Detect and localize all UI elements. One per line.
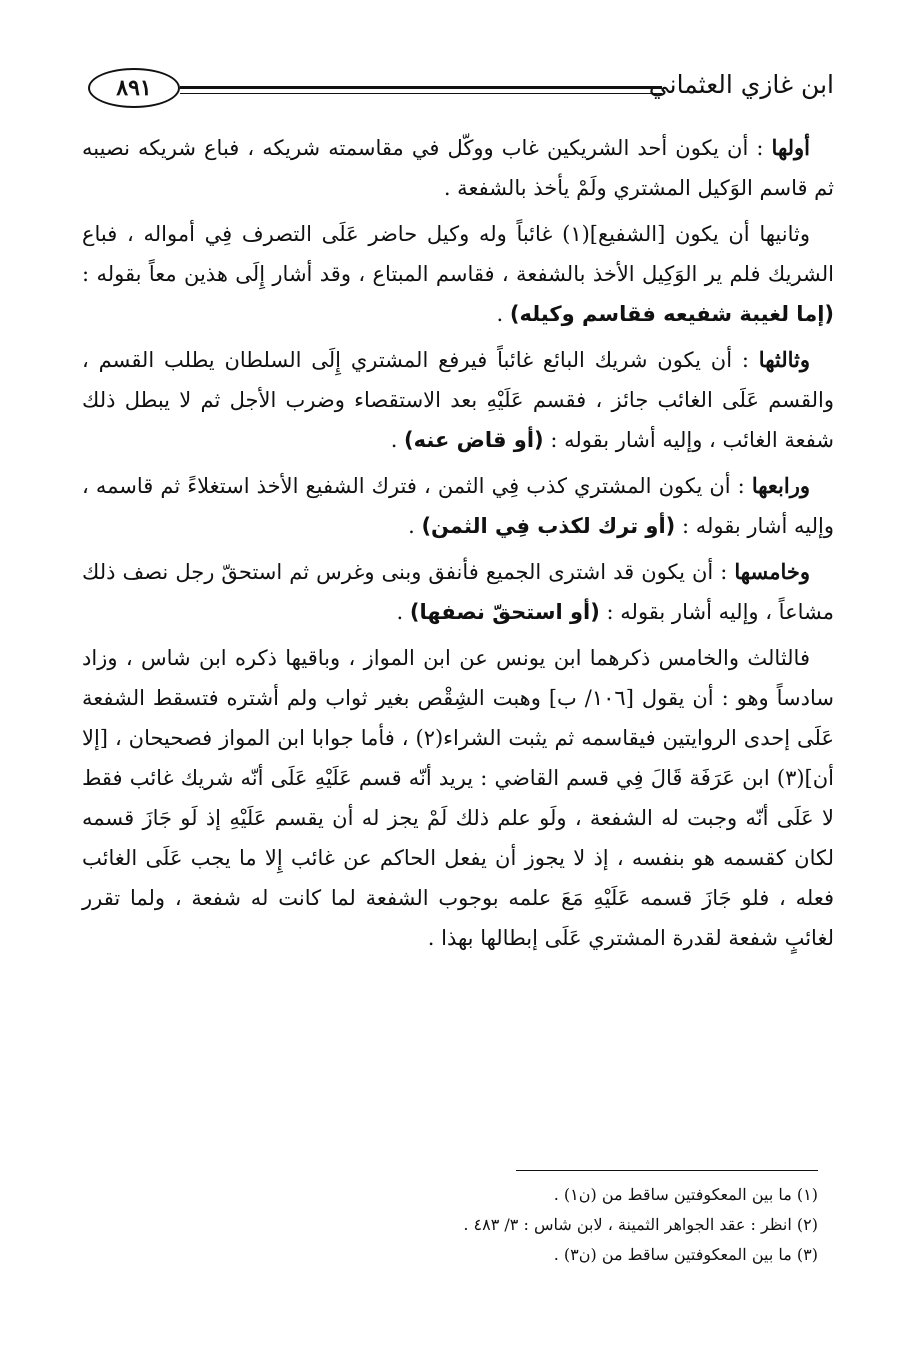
paragraph-lead: أولها [771, 135, 810, 160]
footnotes [258, 1180, 818, 1270]
paragraph-text: : أن يكون المشتري كذب فِي الثمن ، فترك الشفيع الأخذ استغلاءً ثم قاسمه ، وإليه أشار بقوله : [82, 474, 834, 538]
header-rule [180, 86, 662, 89]
paragraph-2 [82, 214, 834, 334]
paragraph-4 [82, 466, 834, 546]
paragraph-text: فالثالث والخامس ذكرهما ابن يونس عن ابن المواز ، وباقيها ذكره ابن شاس ، وزاد سادساً وهو : أن يقول [١٠٦/ ب] وهبت الشِقْص بغير ثواب ولم أشتره فتسقط الشفعة عَلَى إحدى الروايتين فيقاسمه ثم يثبت الشراء(٢) ، فأما جوابا ابن المواز فصحيحان ، [إلا أن](٣) ابن عَرَفَة قَالَ فِي قسم القاضي : يريد أنّه قسم عَلَيْهِ عَلَى أنّه شريك غائب فقط لا عَلَى أنّه وجبت له الشفعة ، ولَو علم ذلك لَمْ يجز له أن يقسم عَلَيْهِ إذ لَو جَازَ قسمه لكان كقسمه هو بنفسه ، إذ لا يجوز أن يفعل الحاكم عن غائب إِلا ما يجب عَلَى الغائب فعله ، فلو جَازَ قسمه عَلَيْهِ مَعَ علمه بوجوب الشفعة لما كانت له شفعة ، ولما تقرر لغائبٍ شفعة لقدرة المشتري عَلَى إبطالها بهذا . [82, 646, 835, 950]
paragraph-3 [82, 340, 834, 460]
footnote-3: (٣) ما بين المعكوفتين ساقط من (ن٣) . [553, 1245, 818, 1264]
page-header [88, 60, 834, 120]
footnote-1: (١) ما بين المعكوفتين ساقط من (ن١) . [553, 1185, 818, 1204]
footnote-2: (٢) انظر : عقد الجواهر الثمينة ، لابن شاس : ٣/ ٤٨٣ . [463, 1215, 818, 1234]
verse-quote: (أو قاض عنه) [404, 428, 544, 452]
paragraph-6 [82, 638, 834, 958]
paragraph-tail: . [396, 600, 410, 624]
verse-quote: (إما لغيبة شفيعه فقاسم وكيله) [509, 302, 834, 326]
paragraph-lead: وثالثها [758, 347, 810, 372]
paragraph-text: وثانيها أن يكون [الشفيع](١) غائباً وله وكيل حاضر عَلَى التصرف فِي أمواله ، فباع الشريك فلم ير الوَكِيل الأخذ بالشفعة ، فقاسم المبتاع ، وقد أشار إِلَى هذين معاً بقوله : [82, 222, 834, 286]
paragraph-lead: وخامسها [734, 559, 810, 584]
paragraph-text: : أن يكون أحد الشريكين غاب ووكّل في مقاسمته شريكه ، فباع شريكه نصيبه ثم قاسم الوَكيل المشتري ولَمْ يأخذ بالشفعة . [82, 136, 834, 200]
paragraph-5 [82, 552, 834, 632]
header-rule-thin [180, 93, 662, 94]
paragraph-1 [82, 128, 834, 208]
paragraph-tail: . [496, 302, 510, 326]
page-number: ٨٩١ [88, 68, 180, 108]
paragraph-lead: ورابعها [751, 473, 810, 498]
main-text [82, 128, 834, 964]
paragraph-text: : أن يكون شريك البائع غائباً فيرفع المشتري إِلَى السلطان يطلب القسم ، والقسم عَلَى الغائب جائز ، فقسم عَلَيْهِ بعد الاستقصاء وضرب الأجل ثم لا يبطل ذلك شفعة الغائب ، وإليه أشار بقوله : [82, 348, 834, 452]
paragraph-text: : أن يكون قد اشترى الجميع فأنفق وبنى وغرس ثم استحقّ رجل نصف ذلك مشاعاً ، وإليه أشار بقوله : [82, 560, 834, 624]
footnote-rule [516, 1170, 818, 1171]
paragraph-tail: . [408, 514, 422, 538]
running-head: ابن غازي العثماني [648, 70, 834, 99]
paragraph-tail: . [390, 428, 405, 452]
verse-quote: (أو ترك لكذب فِي الثمن) [421, 514, 676, 538]
verse-quote: (أو استحقّ نصفها) [409, 600, 600, 624]
